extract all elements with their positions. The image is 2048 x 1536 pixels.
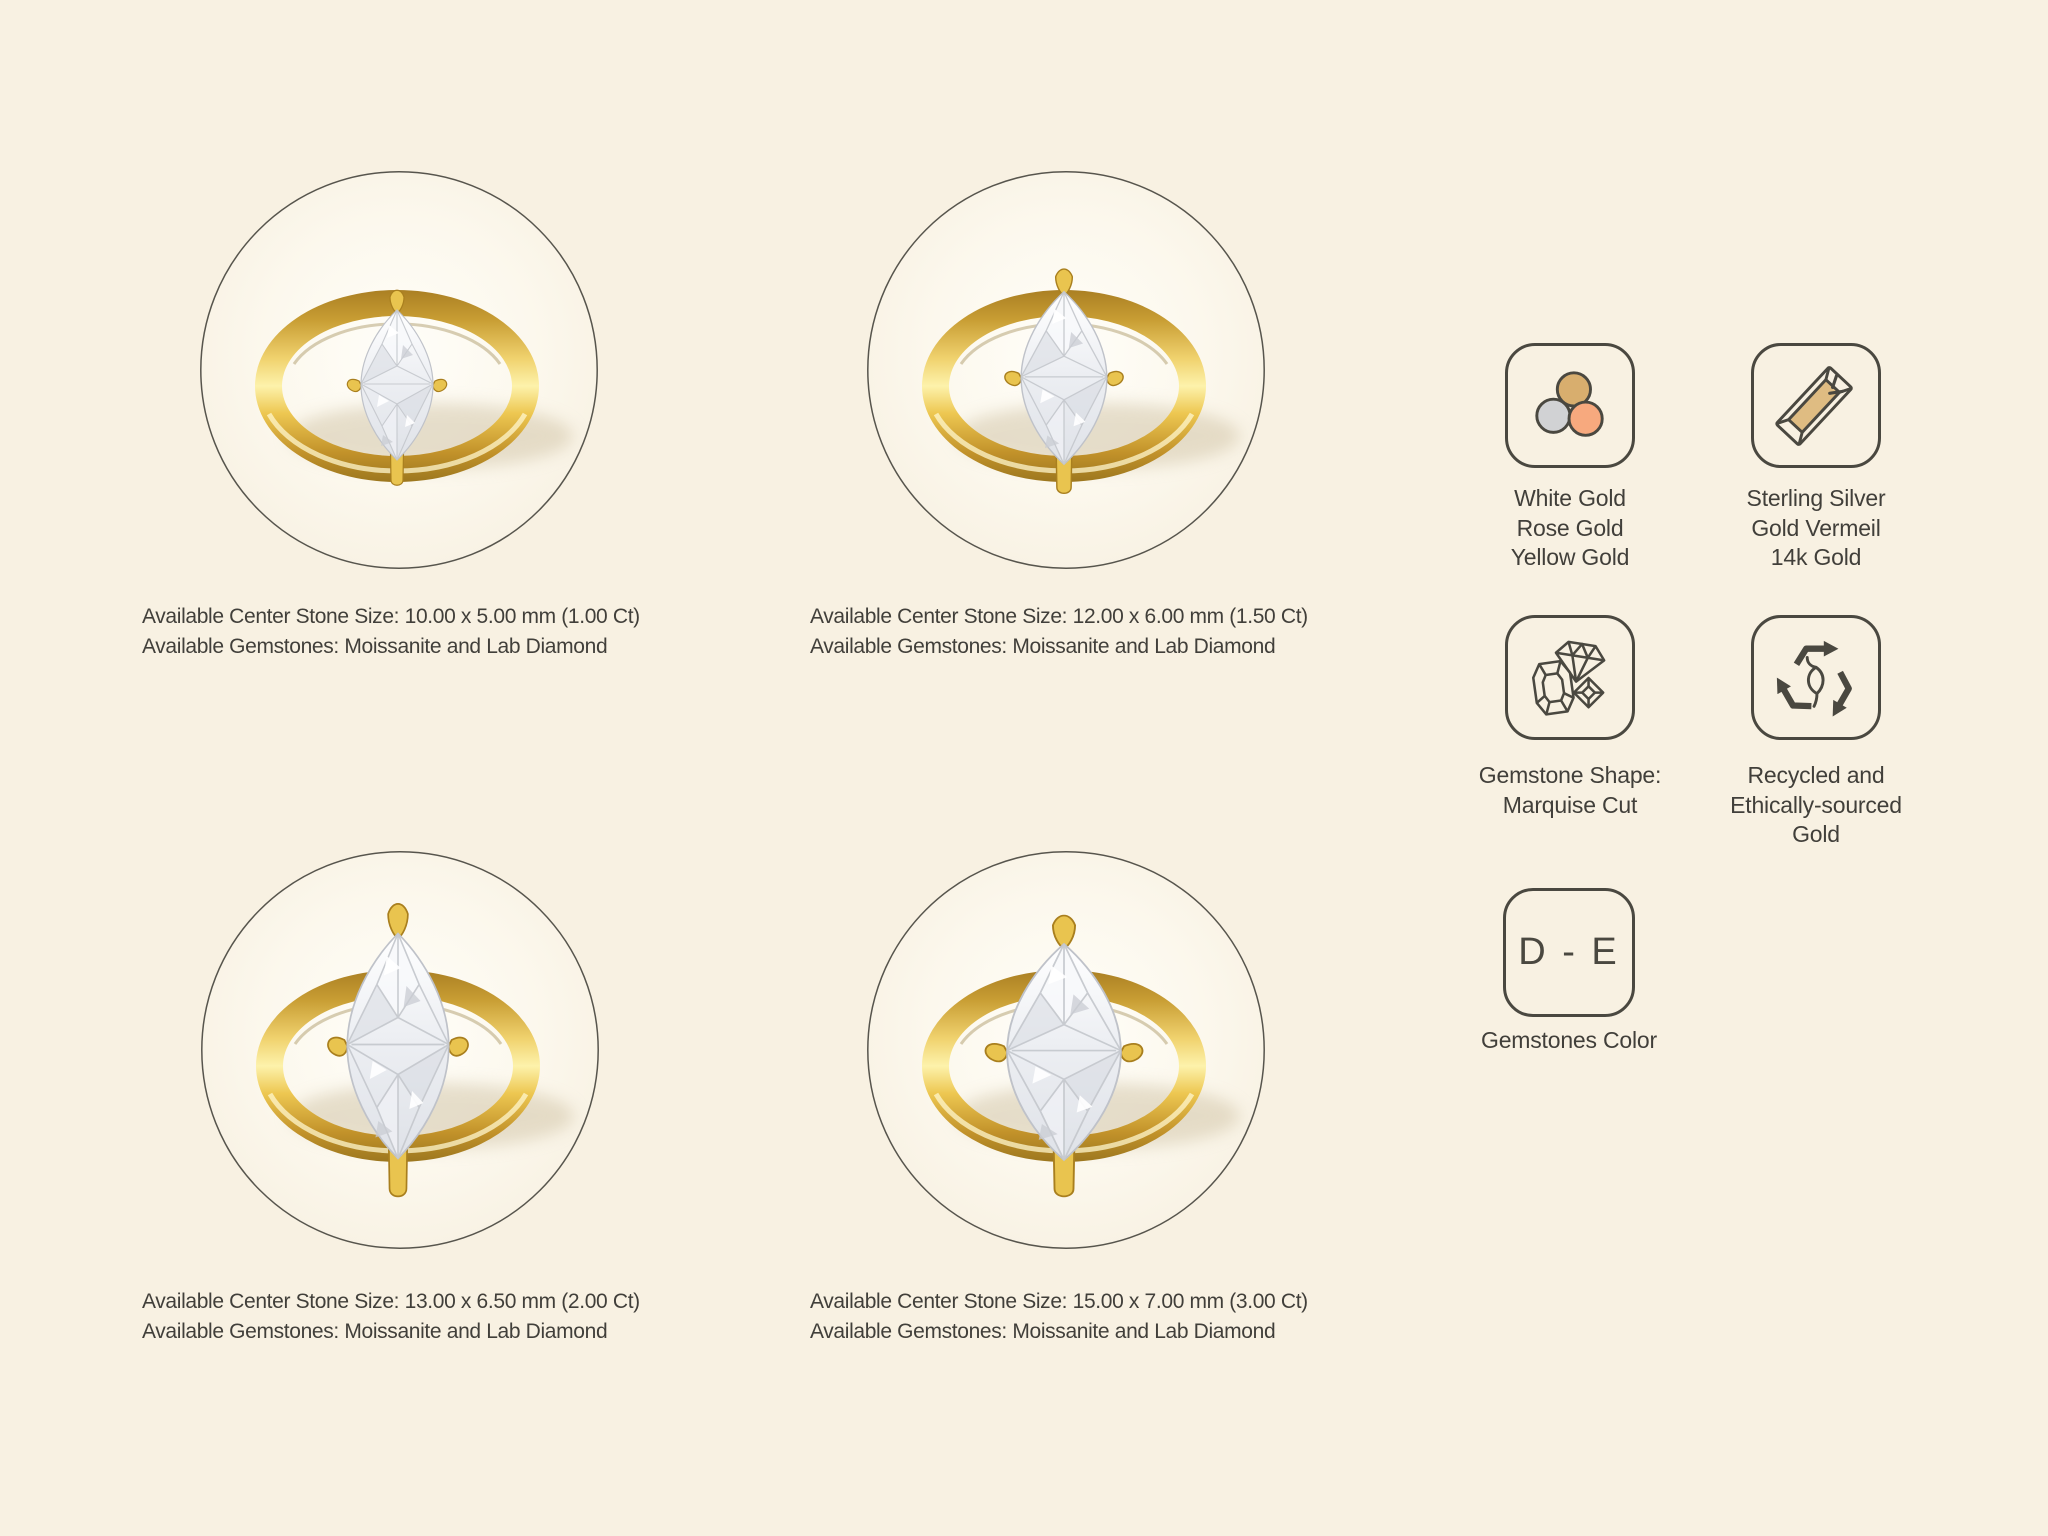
- feature-line: Gemstone Shape:: [1478, 762, 1662, 788]
- ring-2-caption: [810, 602, 1308, 662]
- gemstone-color-label: [1389, 1026, 1749, 1056]
- ring-4-caption: [810, 1287, 1308, 1347]
- feature-line: Ethically-sourced: [1730, 791, 1902, 818]
- feature-line: Sterling Silver: [1746, 485, 1886, 511]
- feature-line: Rose Gold: [1516, 514, 1624, 541]
- stone-size-text: Available Center Stone Size: 15.00 x 7.00 mm (3.00 Ct): [810, 1290, 1308, 1313]
- stone-size-text: Available Center Stone Size: 10.00 x 5.00 mm (1.00 Ct): [142, 605, 640, 628]
- metals-list-label: [1636, 484, 1996, 573]
- recycled-gold-label: [1636, 761, 1996, 850]
- feature-line: Gold Vermeil: [1751, 514, 1881, 541]
- ring-photo-4: [866, 850, 1266, 1250]
- metal-colors-icon: [1505, 343, 1635, 468]
- ring-photo-3: [200, 850, 600, 1250]
- gold-bar-icon: [1751, 343, 1881, 468]
- feature-line: Recycled and: [1747, 762, 1885, 788]
- gemstone-color-range: D - E: [1518, 931, 1620, 973]
- ring-3-caption: [142, 1287, 640, 1347]
- gemstone-color-badge: [1503, 888, 1635, 1017]
- recycle-leaf-icon: [1751, 615, 1881, 740]
- gemstones-text: Available Gemstones: Moissanite and Lab Diamond: [142, 635, 608, 658]
- ring-1-caption: [142, 602, 640, 662]
- ring-photo-2: [866, 170, 1266, 570]
- stone-size-text: Available Center Stone Size: 13.00 x 6.50 mm (2.00 Ct): [142, 1290, 640, 1313]
- feature-line: White Gold: [1514, 485, 1626, 511]
- feature-line: Marquise Cut: [1502, 791, 1638, 818]
- gemstone-shapes-icon: [1505, 615, 1635, 740]
- gemstones-text: Available Gemstones: Moissanite and Lab Diamond: [142, 1320, 608, 1343]
- feature-line: Yellow Gold: [1510, 544, 1630, 570]
- feature-line: 14k Gold: [1770, 544, 1862, 570]
- gemstones-text: Available Gemstones: Moissanite and Lab Diamond: [810, 635, 1276, 658]
- feature-line: Gemstones Color: [1481, 1027, 1657, 1053]
- stone-size-text: Available Center Stone Size: 12.00 x 6.00 mm (1.50 Ct): [810, 605, 1308, 628]
- gemstones-text: Available Gemstones: Moissanite and Lab Diamond: [810, 1320, 1276, 1343]
- ring-photo-1: [199, 170, 599, 570]
- feature-line: Gold: [1792, 821, 1840, 847]
